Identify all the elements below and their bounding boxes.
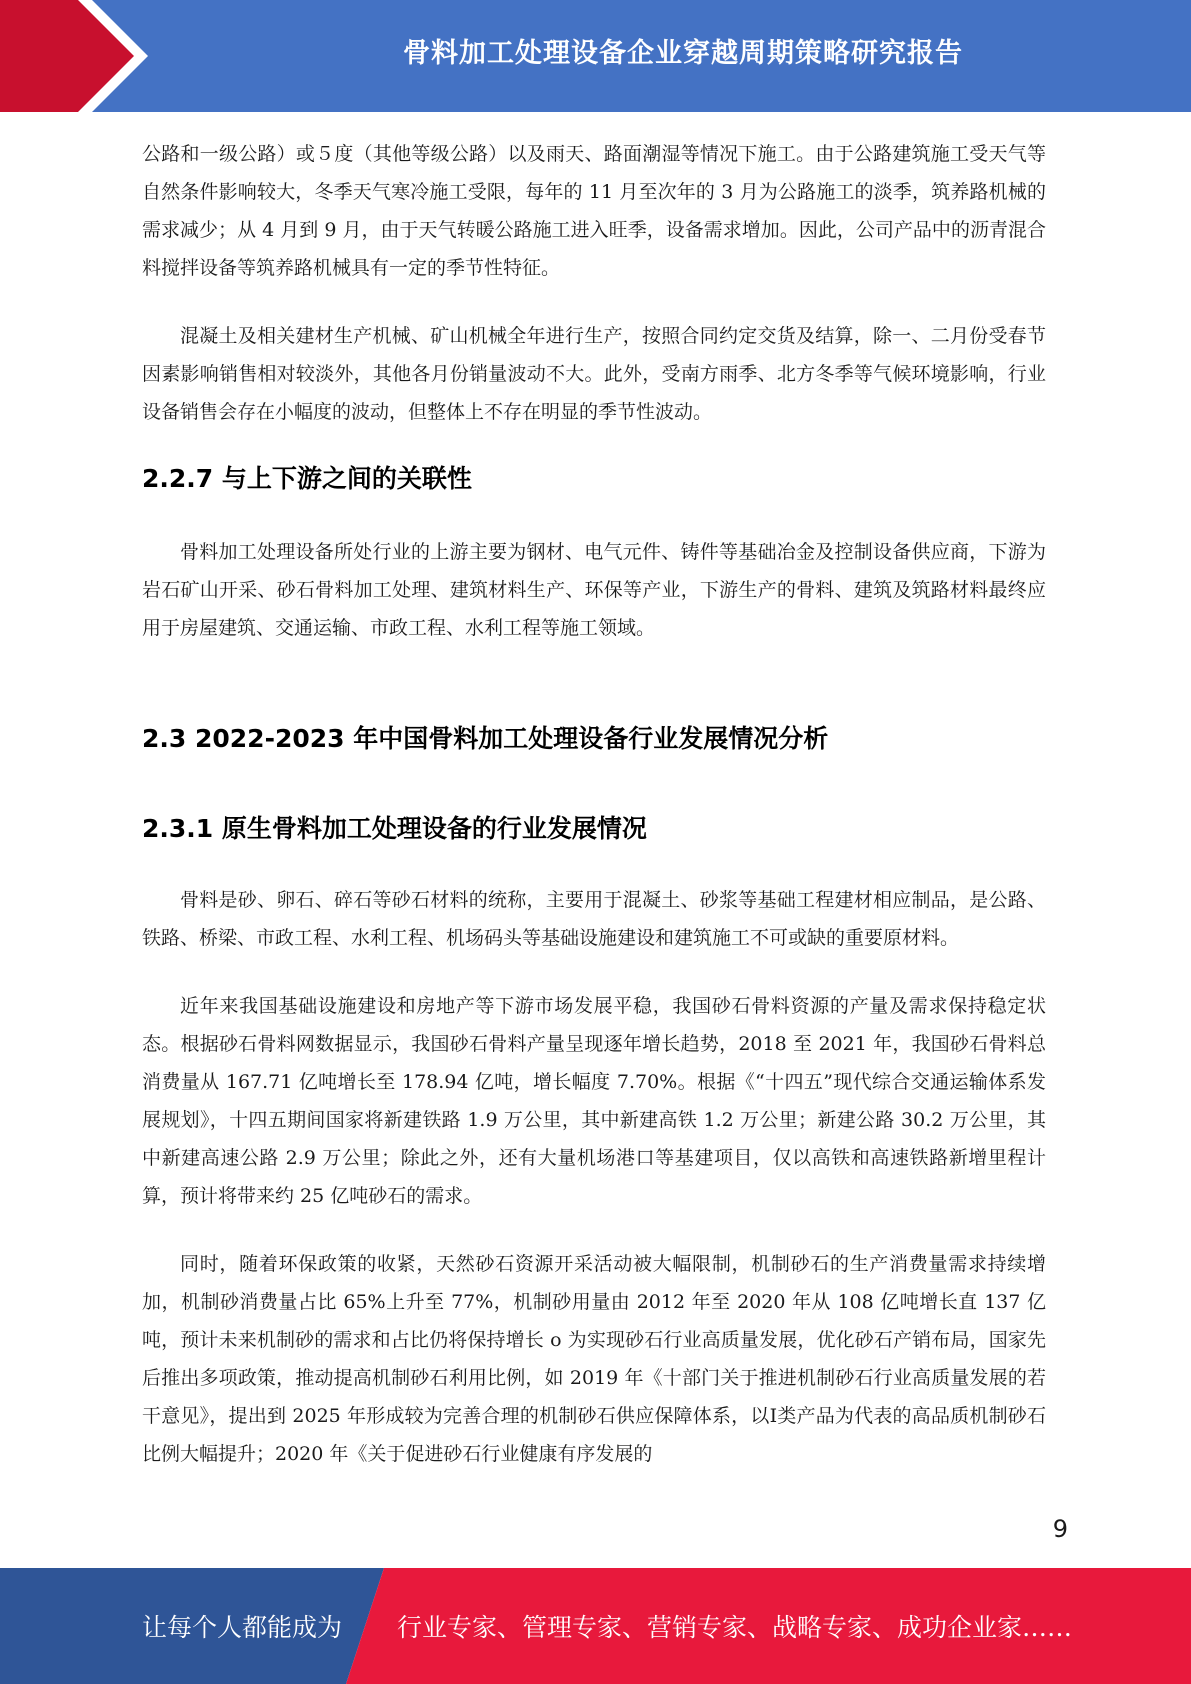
paragraph-5: 近年来我国基础设施建设和房地产等下游市场发展平稳，我国砂石骨料资源的产量及需求保持稳定状态。根据砂石骨料网数据显示，我国砂石骨料产量呈现逐年增长趋势，2018 至 2021 年，我国砂石骨料总消费量从 167.71 亿吨增长至 178.94 亿吨，增长幅度 7.70%。根据《“十四五”现代综合交通运输体系发展规划》，十四五期间国家将新建铁路 1.9 万公里，其中新建高铁 1.2 万公里；新建公路 30.2 万公里，其中新建高速公路 2.9 万公里；除此之外，还有大量机场港口等基建项目，仅以高铁和高速铁路新增里程计算，预计将带来约 25 亿吨砂石的需求。 [142, 995, 1046, 1207]
header-arrow-decoration [0, 0, 160, 112]
page-number: 9 [1052, 1515, 1068, 1543]
document-body [142, 135, 1046, 1473]
paragraph-2: 混凝土及相关建材生产机械、矿山机械全年进行生产，按照合同约定交货及结算，除一、二月份受春节因素影响销售相对较淡外，其他各月份销量波动不大。此外，受南方雨季、北方冬季等气候环境影响，行业设备销售会存在小幅度的波动，但整体上不存在明显的季节性波动。 [142, 325, 1046, 423]
paragraph-6: 同时，随着环保政策的收紧，天然砂石资源开采活动被大幅限制，机制砂石的生产消费量需求持续增加，机制砂消费量占比 65%上升至 77%，机制砂用量由 2012 年至 2020 年从 108 亿吨增长直 137 亿吨，预计未来机制砂的需求和占比仍将保持增长 o 为实现砂石行业高质量发展，优化砂石产销布局，国家先后推出多项政策，推动提高机制砂石利用比例，如 2019 年《十部门关于推进机制砂石行业高质量发展的若干意见》，提出到 2025 年形成较为完善合理的机制砂石供应保障体系，以Ⅰ类产品为代表的高品质机制砂石比例大幅提升；2020 年《关于促进砂石行业健康有序发展的 [142, 1253, 1046, 1465]
report-title: 骨料加工处理设备企业穿越周期策略研究报告 [403, 37, 963, 69]
section-heading-2-3: 2.3 2022-2023 年中国骨料加工处理设备行业发展情况分析 [142, 724, 829, 753]
section-heading-2-2-7: 2.2.7 与上下游之间的关联性 [142, 464, 472, 493]
page-footer [0, 1568, 1191, 1684]
paragraph-1: 公路和一级公路）或５度（其他等级公路）以及雨天、路面潮湿等情况下施工。由于公路建筑施工受天气等自然条件影响较大，冬季天气寒冷施工受限，每年的 11 月至次年的 3 月为公路施工的淡季，筑养路机械的需求减少；从 4 月到 9 月，由于天气转暖公路施工进入旺季，设备需求增加。因此，公司产品中的沥青混合料搅拌设备等筑养路机械具有一定的季节性特征。 [142, 143, 1046, 279]
footer-slogan-left: 让每个人都能成为 [142, 1613, 343, 1642]
paragraph-4: 骨料是砂、卵石、碎石等砂石材料的统称，主要用于混凝土、砂浆等基础工程建材相应制品，是公路、铁路、桥梁、市政工程、水利工程、机场码头等基础设施建设和建筑施工不可或缺的重要原材料。 [142, 889, 1046, 949]
footer-slogan-right: 行业专家、管理专家、营销专家、战略专家、成功企业家…… [397, 1613, 1073, 1642]
page-header [0, 0, 1191, 112]
section-heading-2-3-1: 2.3.1 原生骨料加工处理设备的行业发展情况 [142, 814, 647, 843]
paragraph-3: 骨料加工处理设备所处行业的上游主要为钢材、电气元件、铸件等基础冶金及控制设备供应商，下游为岩石矿山开采、砂石骨料加工处理、建筑材料生产、环保等产业，下游生产的骨料、建筑及筑路材料最终应用于房屋建筑、交通运输、市政工程、水利工程等施工领域。 [142, 541, 1046, 639]
